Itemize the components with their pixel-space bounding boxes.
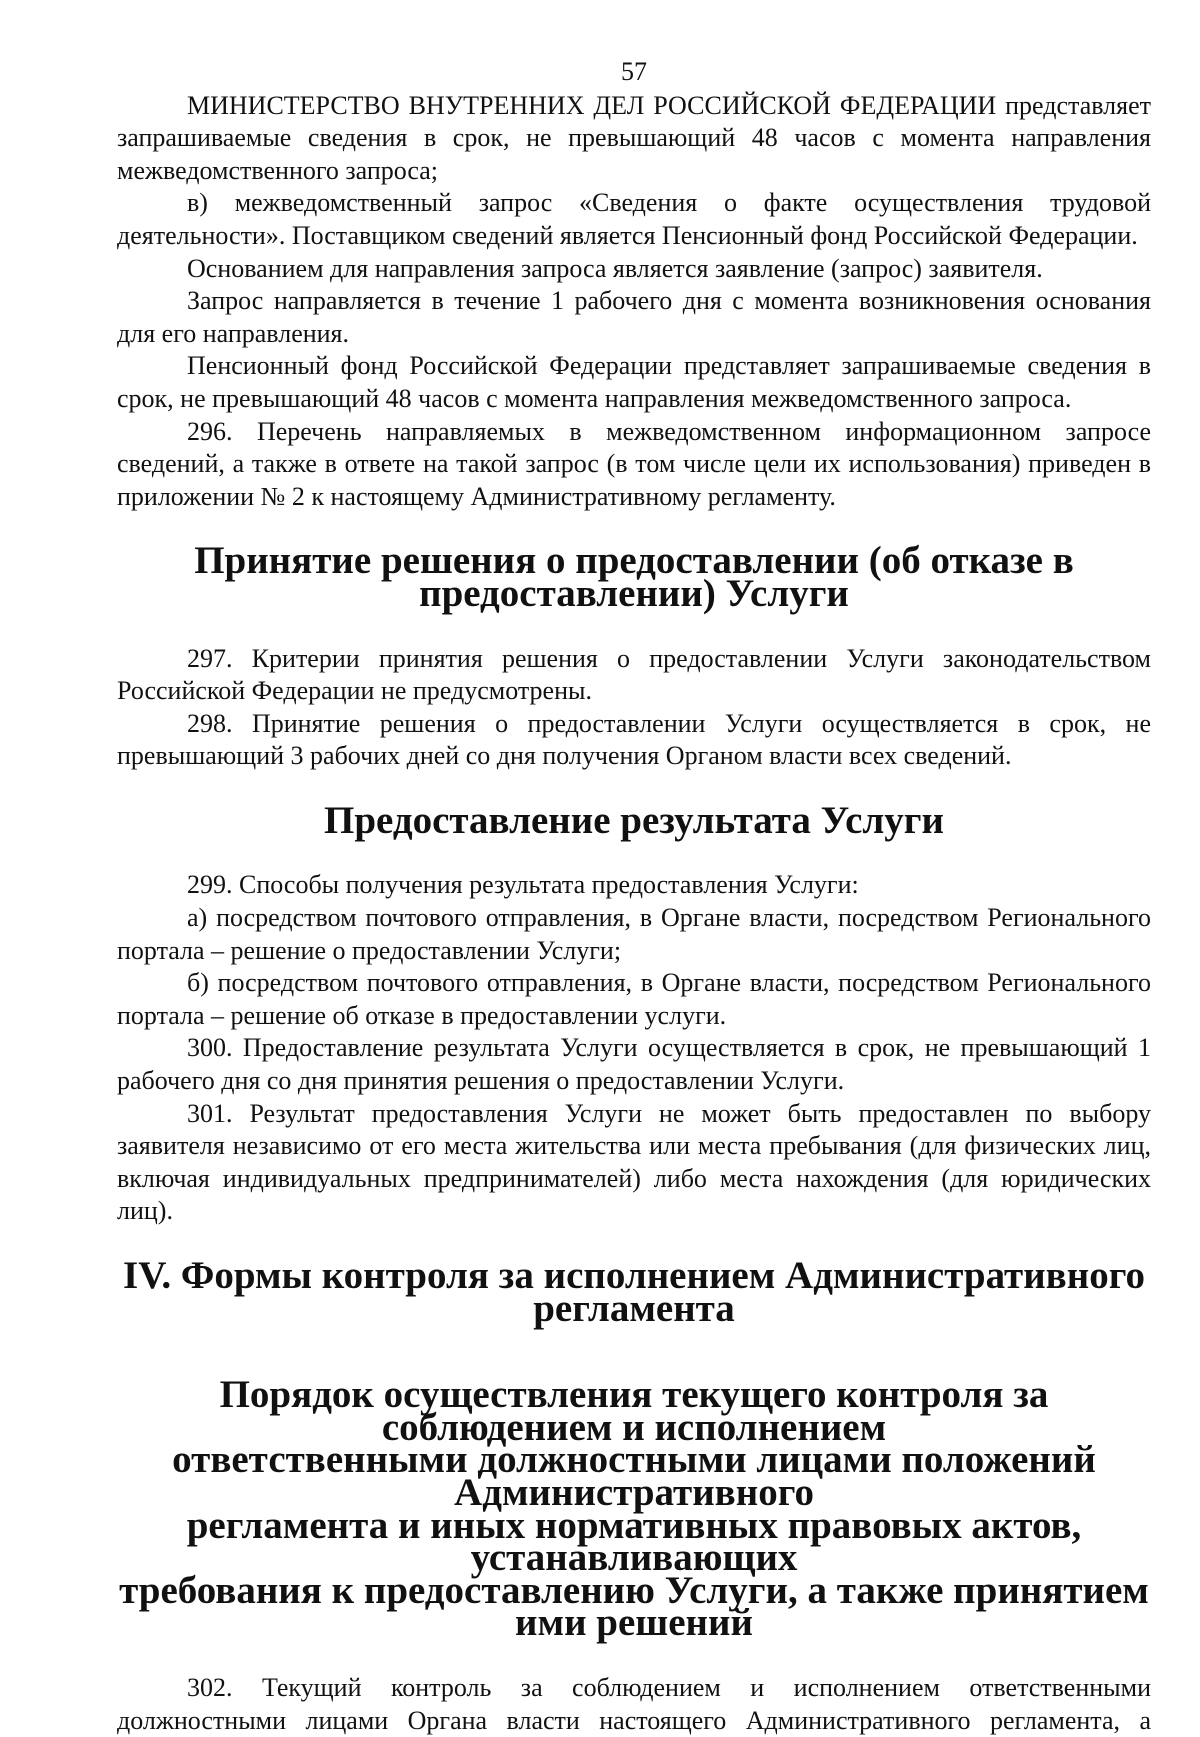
paragraph-request-timing: Запрос направляется в течение 1 рабочего дня с момента возникновения основания для его направления. xyxy=(117,286,1151,348)
page-number: 57 xyxy=(621,57,647,86)
paragraph-299-a: а) посредством почтового отправления, в Органе власти, посредством Регионального портала – решение о предоставлении Услуги; xyxy=(117,903,1151,965)
heading-current-control xyxy=(117,1373,1151,1645)
heading-result: Предоставление результата Услуги xyxy=(324,798,944,842)
heading-current-control-line: Порядок осуществления текущего контроля за соблюдением и исполнением xyxy=(219,1373,1049,1449)
heading-current-control-line: ответственными должностными лицами положений Административного xyxy=(172,1438,1096,1514)
document-page xyxy=(117,56,1151,1737)
paragraph-299: 299. Способы получения результата предоставления Услуги: xyxy=(187,870,859,900)
heading-decision: Принятие решения о предоставлении (об отказе в предоставлении) Услуги xyxy=(194,539,1074,615)
paragraph-302: 302. Текущий контроль за соблюдением и исполнением ответственными должностными лицами Органа власти настоящего Административного регламента, а xyxy=(117,1672,1151,1735)
paragraph-301: 301. Результат предоставления Услуги не может быть предоставлен по выбору заявителя независимо от его места жительства или места пребывания (для физических лиц, включая индивидуальных предпринимателей) либо места нахождения (для юридических лиц). xyxy=(117,1098,1151,1226)
paragraph-pension-fund-response: Пенсионный фонд Российской Федерации представляет запрашиваемые сведения в срок, не превышающий 48 часов с момента направления межведомственного запроса. xyxy=(117,351,1151,413)
paragraph-ministry-response: МИНИСТЕРСТВО ВНУТРЕННИХ ДЕЛ РОССИЙСКОЙ ФЕДЕРАЦИИ представляет запрашиваемые сведения в срок, не превышающий 48 часов с момента направления межведомственного запроса; xyxy=(117,90,1151,185)
heading-current-control-line: регламента и иных нормативных правовых актов, устанавливающих xyxy=(186,1503,1082,1580)
heading-current-control-line: требования к предоставлению Услуги, а также принятием ими решений xyxy=(119,1568,1149,1645)
paragraph-298: 298. Принятие решения о предоставлении Услуги осуществляется в срок, не превышающий 3 рабочих дней со дня получения Органом власти всех сведений. xyxy=(117,708,1151,771)
heading-section-iv: IV. Формы контроля за исполнением Административного регламента xyxy=(123,1254,1145,1330)
paragraph-300: 300. Предоставление результата Услуги осуществляется в срок, не превышающий 1 рабочего дня со дня принятия решения о предоставлении Услуги. xyxy=(117,1033,1151,1096)
paragraph-299-b: б) посредством почтового отправления, в Органе власти, посредством Регионального портала – решение об отказе в предоставлении услуги. xyxy=(117,968,1151,1030)
paragraph-297: 297. Критерии принятия решения о предоставлении Услуги законодательством Российской Федерации не предусмотрены. xyxy=(117,643,1151,706)
paragraph-request-basis: Основанием для направления запроса является заявление (запрос) заявителя. xyxy=(187,253,1043,283)
paragraph-296: 296. Перечень направляемых в межведомственном информационном запросе сведений, а также в ответе на такой запрос (в том числе цели их использования) приведен в приложении № 2 к настоящему Административному регламенту. xyxy=(117,416,1151,511)
paragraph-request-labor: в) межведомственный запрос «Сведения о факте осуществления трудовой деятельности». Поставщиком сведений является Пенсионный фонд Российской Федерации. xyxy=(117,188,1151,250)
